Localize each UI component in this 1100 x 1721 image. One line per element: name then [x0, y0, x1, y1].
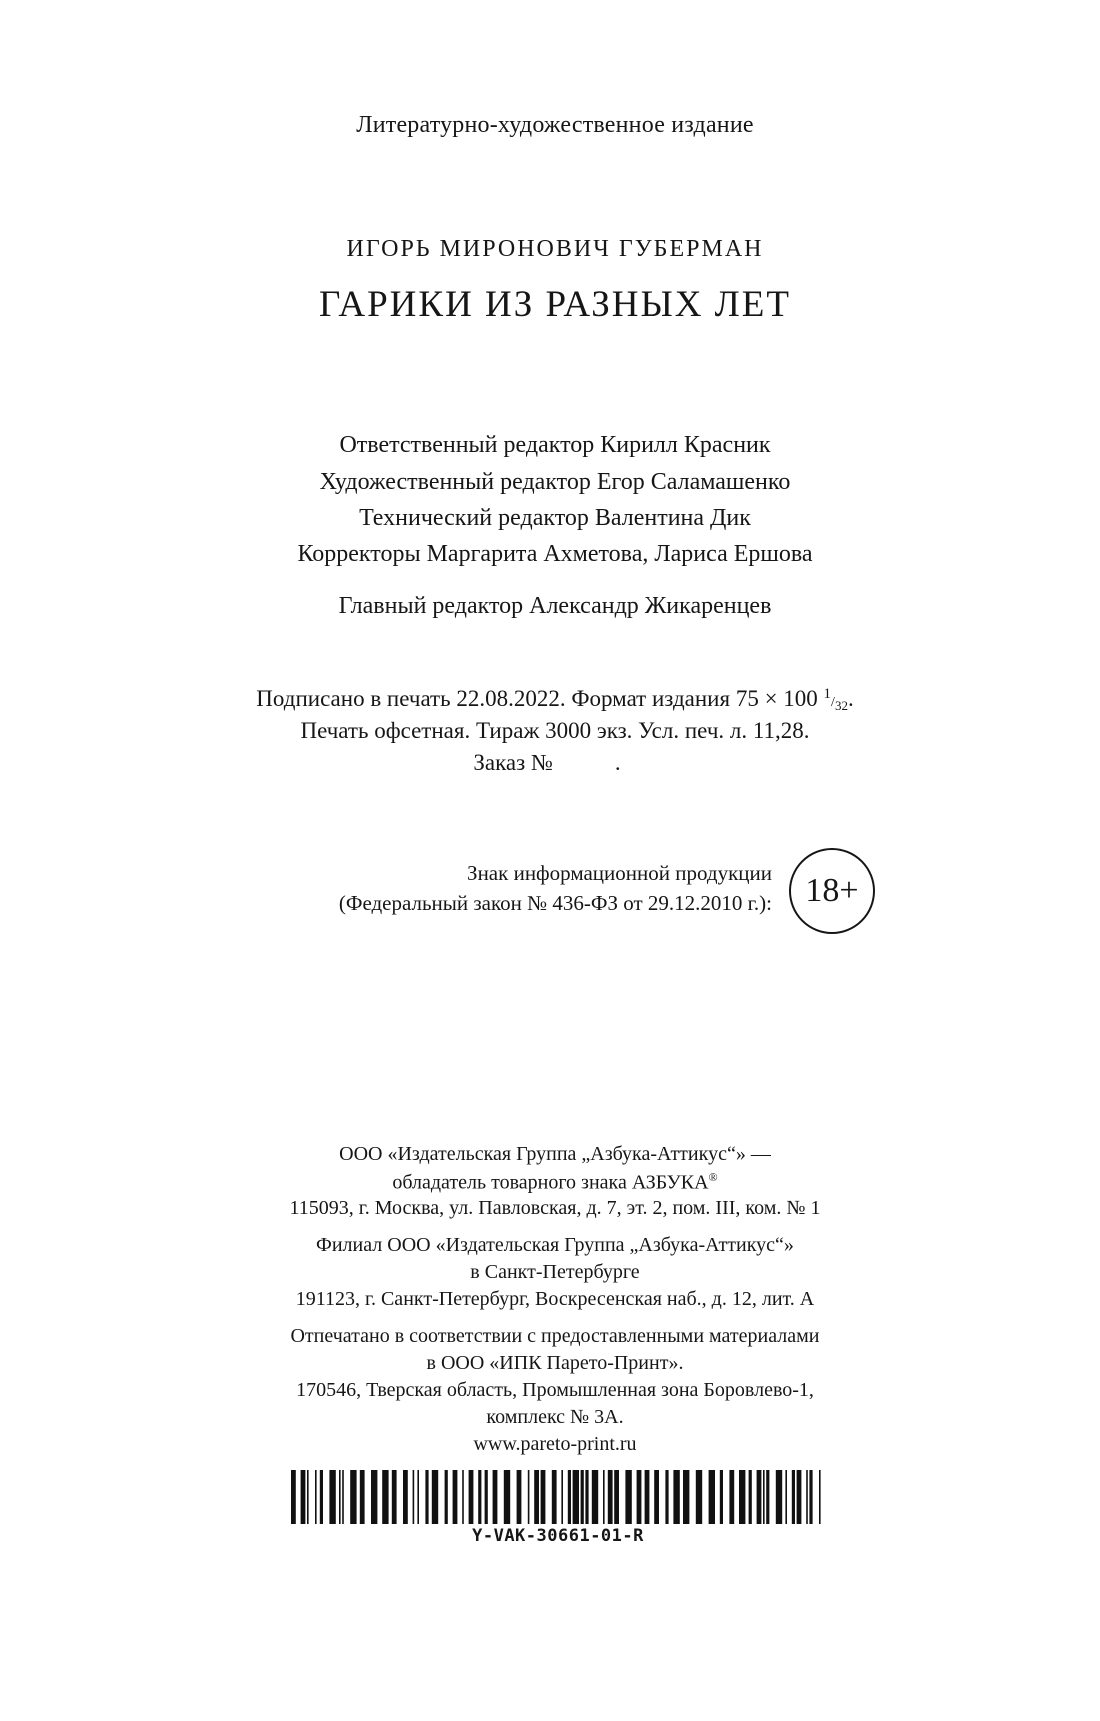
barcode-bar [603, 1470, 605, 1524]
barcode-bar [573, 1470, 579, 1524]
barcode-bar [709, 1470, 715, 1524]
barcode-bar [413, 1470, 415, 1524]
barcode-bar [432, 1470, 438, 1524]
technical-editor: Технический редактор Валентина Дик [359, 505, 751, 531]
barcode-bar [339, 1470, 341, 1524]
barcode-bar [360, 1470, 365, 1524]
printer-url[interactable]: www.pareto-print.ru [473, 1433, 637, 1455]
barcode-bar [301, 1470, 306, 1524]
barcode-bar [315, 1470, 317, 1524]
barcode-bar [462, 1470, 464, 1524]
barcode-bar [493, 1470, 498, 1524]
barcode-bar [445, 1470, 448, 1524]
barcode-bar [371, 1470, 377, 1524]
barcode-bar [478, 1470, 481, 1524]
barcode-bar [320, 1470, 323, 1524]
publisher-name: ООО «Издательская Группа „Азбука-Аттикус“» — [339, 1143, 771, 1165]
registered-trademark-icon: ® [708, 1170, 718, 1184]
barcode-bar [797, 1470, 802, 1524]
barcode-bar [625, 1470, 631, 1524]
publisher-trademark-text: обладатель товарного знака АЗБУКА [392, 1171, 709, 1194]
branch-city: в Санкт-Петербурге [470, 1261, 640, 1283]
barcode-image [291, 1470, 823, 1524]
barcode-bar [403, 1470, 408, 1524]
edition-type: Литературно-художественное издание [356, 112, 754, 138]
barcode-bar [776, 1470, 782, 1524]
imprint-line-signed [0, 686, 1100, 714]
chief-editor: Главный редактор Александр Жикаренцев [338, 593, 772, 619]
barcode-bar [469, 1470, 474, 1524]
publisher-trademark-line [0, 1170, 1100, 1195]
barcode-bar [541, 1470, 546, 1524]
barcode-bar [608, 1470, 613, 1524]
order-label: Заказ № [473, 750, 553, 775]
printer-statement: Отпечатано в соответствии с предоставленными материалами [290, 1325, 820, 1347]
barcode-bar [417, 1470, 419, 1524]
barcode-bar [637, 1470, 642, 1524]
barcode-bar [683, 1470, 689, 1524]
barcode-bar [749, 1470, 752, 1524]
author-name: ИГОРЬ МИРОНОВИЧ ГУБЕРМАН [346, 236, 764, 262]
barcode-text: Y-VAK-30661-01-R [472, 1526, 644, 1546]
imprint-signed-text: Подписано в печать 22.08.2022. Формат издания 75 × 100 [256, 686, 818, 711]
barcode-bar [645, 1470, 650, 1524]
book-title: ГАРИКИ ИЗ РАЗНЫХ ЛЕТ [319, 284, 791, 325]
age-rating-label-line1: Знак информационной продукции [467, 861, 772, 885]
branch-address: 191123, г. Санкт-Петербург, Воскресенская наб., д. 12, лит. А [295, 1288, 815, 1310]
art-editor: Художественный редактор Егор Саламашенко [319, 469, 791, 495]
barcode-bar [528, 1470, 530, 1524]
imprint-line-print: Печать офсетная. Тираж 3000 экз. Усл. печ. л. 11,28. [300, 718, 810, 743]
barcode-bar [766, 1470, 769, 1524]
barcode-bar [792, 1470, 795, 1524]
format-fraction: $^1/_{32}$ [823, 686, 848, 713]
barcode-bar [614, 1470, 619, 1524]
printer-address-complex: комплекс № 3А. [486, 1406, 624, 1428]
barcode-bar [585, 1470, 588, 1524]
age-rating-label [180, 858, 772, 918]
barcode-bar [763, 1470, 765, 1524]
imprint-line1-end: . [847, 686, 854, 711]
barcode-bar [673, 1470, 679, 1524]
barcode-bar [329, 1470, 335, 1524]
barcode-bar [342, 1470, 344, 1524]
barcode-bar [382, 1470, 388, 1524]
barcode-bar [819, 1470, 821, 1524]
barcode-bar [534, 1470, 539, 1524]
barcode-bar [561, 1470, 563, 1524]
fraction-numerator: 1 [823, 686, 832, 703]
barcode-bar [453, 1470, 458, 1524]
barcode-bar [806, 1470, 808, 1524]
printer-name: в ООО «ИПК Парето-Принт». [426, 1352, 684, 1374]
imprint-line-order [0, 750, 1100, 776]
barcode-bar [291, 1470, 296, 1524]
barcode-bar [729, 1470, 734, 1524]
barcode-bar [696, 1470, 702, 1524]
responsible-editor: Ответственный редактор Кирилл Красник [339, 432, 771, 458]
barcode-bar [307, 1470, 309, 1524]
barcode-bar [739, 1470, 745, 1524]
barcode-bar [425, 1470, 428, 1524]
age-rating-badge [789, 848, 875, 934]
branch-name: Филиал ООО «Издательская Группа „Азбука-Аттикус“» [316, 1234, 794, 1256]
barcode-bar [581, 1470, 584, 1524]
order-end: . [614, 750, 621, 775]
barcode-bar [504, 1470, 510, 1524]
barcode-bar [485, 1470, 488, 1524]
age-rating-label-line2: (Федеральный закон № 436-ФЗ от 29.12.2010 г.): [338, 891, 772, 915]
barcode-bar [552, 1470, 557, 1524]
barcode-bar [392, 1470, 397, 1524]
barcode-bar [568, 1470, 571, 1524]
barcode-bar [654, 1470, 659, 1524]
barcode-bar [592, 1470, 598, 1524]
age-rating-value: 18+ [805, 872, 859, 909]
barcode-bar [517, 1470, 522, 1524]
barcode-bar [757, 1470, 762, 1524]
barcode-bar [720, 1470, 723, 1524]
fraction-denominator: 32 [834, 697, 848, 713]
printer-address: 170546, Тверская область, Промышленная зона Боровлево-1, [296, 1379, 814, 1401]
publisher-address: 115093, г. Москва, ул. Павловская, д. 7, эт. 2, пом. III, ком. № 1 [289, 1197, 821, 1219]
barcode-bar [350, 1470, 356, 1524]
proofreaders: Корректоры Маргарита Ахметова, Лариса Ершова [297, 541, 813, 567]
barcode-bar [785, 1470, 787, 1524]
barcode-bar [665, 1470, 668, 1524]
barcode-bar [809, 1470, 812, 1524]
